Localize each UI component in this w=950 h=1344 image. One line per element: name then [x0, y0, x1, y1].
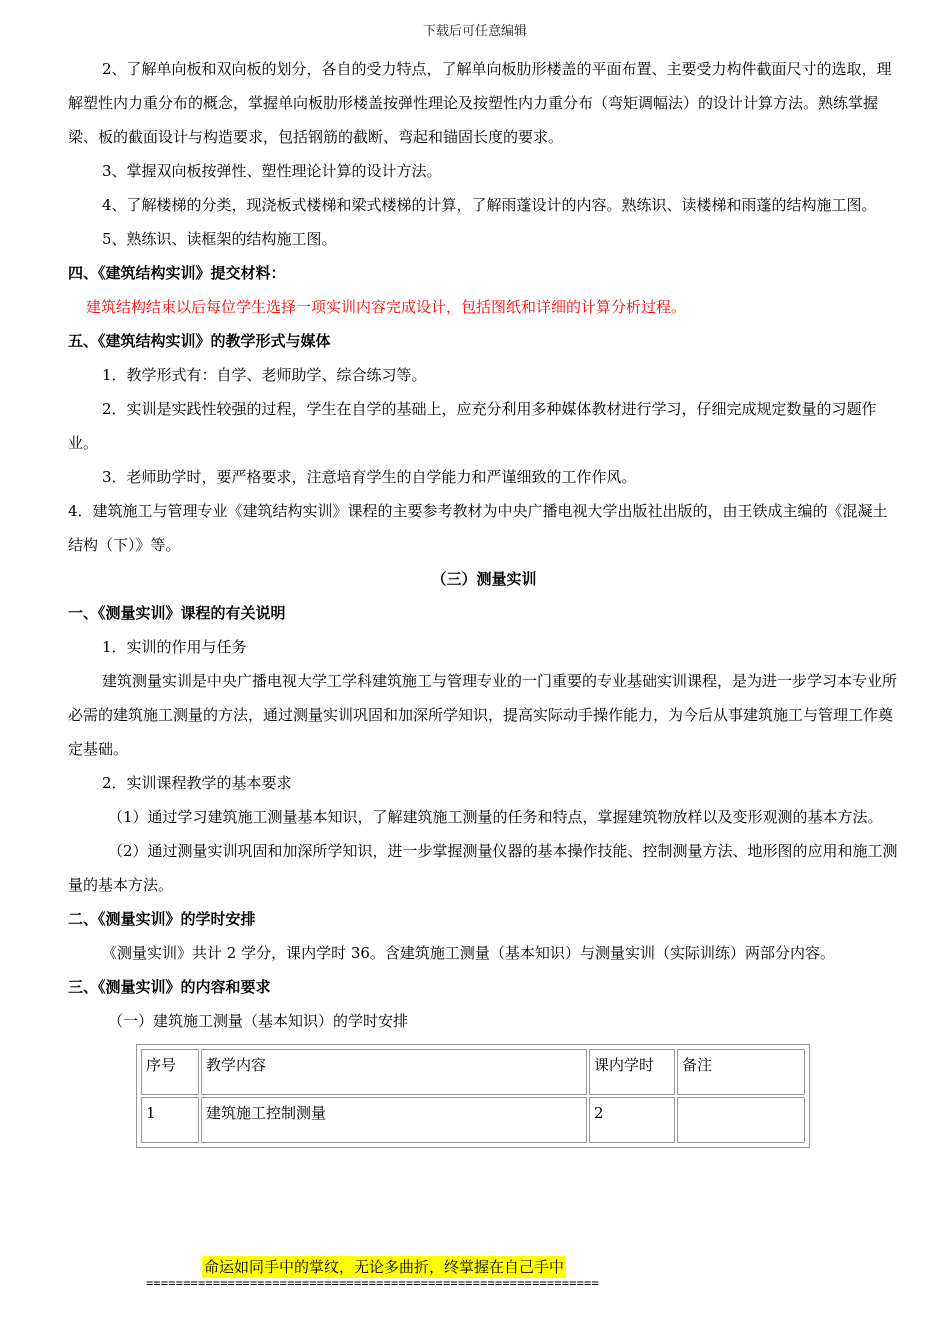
footer-motto: 命运如同手中的掌纹，无论多曲折，终掌握在自己手中 — [204, 1258, 565, 1276]
survey-heading-3: 三、《测量实训》的内容和要求 — [68, 978, 271, 996]
survey-subheading-2: 2．实训课程教学的基本要求 — [102, 774, 292, 792]
survey-hours-text: 《测量实训》共计 2 学分，课内学时 36。含建筑施工测量（基本知识）与测量实训（实际训练）两部分内容。 — [102, 944, 835, 962]
header-cell-content: 教学内容 — [201, 1049, 587, 1095]
survey-description: 建筑测量实训是中央广播电视大学工学科建筑施工与管理专业的一门重要的专业基础实训课程，是为进一步学习本专业所必需的建筑施工测量的方法，通过测量实训巩固和加深所学知识，提高实际动手操作能力，为今后从事建筑施工与管理工作奠定基础。 — [68, 672, 898, 758]
section-heading-5: 五、《建筑结构实训》的教学形式与媒体 — [68, 332, 331, 350]
survey-requirement-1: （1）通过学习建筑施工测量基本知识，了解建筑施工测量的任务和特点，掌握建筑物放样以及变形观测的基本方法。 — [108, 808, 883, 826]
header-cell-notes: 备注 — [677, 1049, 805, 1095]
table-header-row — [141, 1049, 805, 1095]
schedule-table-frame — [136, 1044, 810, 1148]
paragraph-item-3: 3、掌握双向板按弹性、塑性理论计算的设计方法。 — [102, 162, 442, 180]
page-header: 下载后可任意编辑 — [422, 24, 527, 39]
document-body — [68, 52, 900, 1148]
section-heading-4: 四、《建筑结构实训》提交材料： — [68, 264, 286, 282]
header-cell-hours: 课内学时 — [589, 1049, 675, 1095]
cell-content: 建筑施工控制测量 — [201, 1097, 587, 1143]
paragraph-item-4: 4、了解楼梯的分类，现浇板式楼梯和梁式楼梯的计算，了解雨蓬设计的内容。熟练识、读楼梯和雨蓬的结构施工图。 — [102, 196, 877, 214]
footer-divider: ============================================================= — [146, 1276, 599, 1290]
paragraph-item-2: 2、了解单向板和双向板的划分，各自的受力特点，了解单向板肋形楼盖的平面布置、主要受力构件截面尺寸的选取，理解塑性内力重分布的概念，掌握单向板肋形楼盖按弹性理论及按塑性内力重分布（弯矩调幅法）的设计计算方法。熟练掌握梁、板的截面设计与构造要求，包括钢筋的截断、弯起和锚固长度的要求。 — [68, 60, 892, 146]
header-cell-number: 序号 — [141, 1049, 199, 1095]
teaching-item-4: 4．建筑施工与管理专业《建筑结构实训》课程的主要参考教材为中央广播电视大学出版社出版的，由王铁成主编的《混凝土结构（下）》等。 — [68, 502, 888, 554]
teaching-item-2: 2．实训是实践性较强的过程，学生在自学的基础上，应充分利用多种媒体教材进行学习，仔细完成规定数量的习题作业。 — [68, 400, 877, 452]
survey-heading-2: 二、《测量实训》的学时安排 — [68, 910, 256, 928]
survey-subheading-1: 1．实训的作用与任务 — [102, 638, 247, 656]
cell-number: 1 — [141, 1097, 199, 1143]
survey-subheading-3-1: （一）建筑施工测量（基本知识）的学时安排 — [108, 1012, 409, 1030]
survey-requirement-2: （2）通过测量实训巩固和加深所学知识，进一步掌握测量仪器的基本操作技能、控制测量方法、地形图的应用和施工测量的基本方法。 — [68, 842, 898, 894]
schedule-table — [139, 1047, 807, 1145]
submission-note: 建筑结构结束以后每位学生选择一项实训内容完成设计，包括图纸和详细的计算分析过程。 — [86, 298, 687, 316]
teaching-item-3: 3．老师助学时，要严格要求，注意培育学生的自学能力和严谨细致的工作作风。 — [102, 468, 637, 486]
paragraph-item-5: 5、熟练识、读框架的结构施工图。 — [102, 230, 337, 248]
survey-heading-1: 一、《测量实训》课程的有关说明 — [68, 604, 286, 622]
cell-hours: 2 — [589, 1097, 675, 1143]
section-title-survey: （三）测量实训 — [431, 570, 537, 588]
teaching-item-1: 1．教学形式有：自学、老师助学、综合练习等。 — [102, 366, 427, 384]
cell-notes — [677, 1097, 805, 1143]
table-row — [141, 1097, 805, 1143]
